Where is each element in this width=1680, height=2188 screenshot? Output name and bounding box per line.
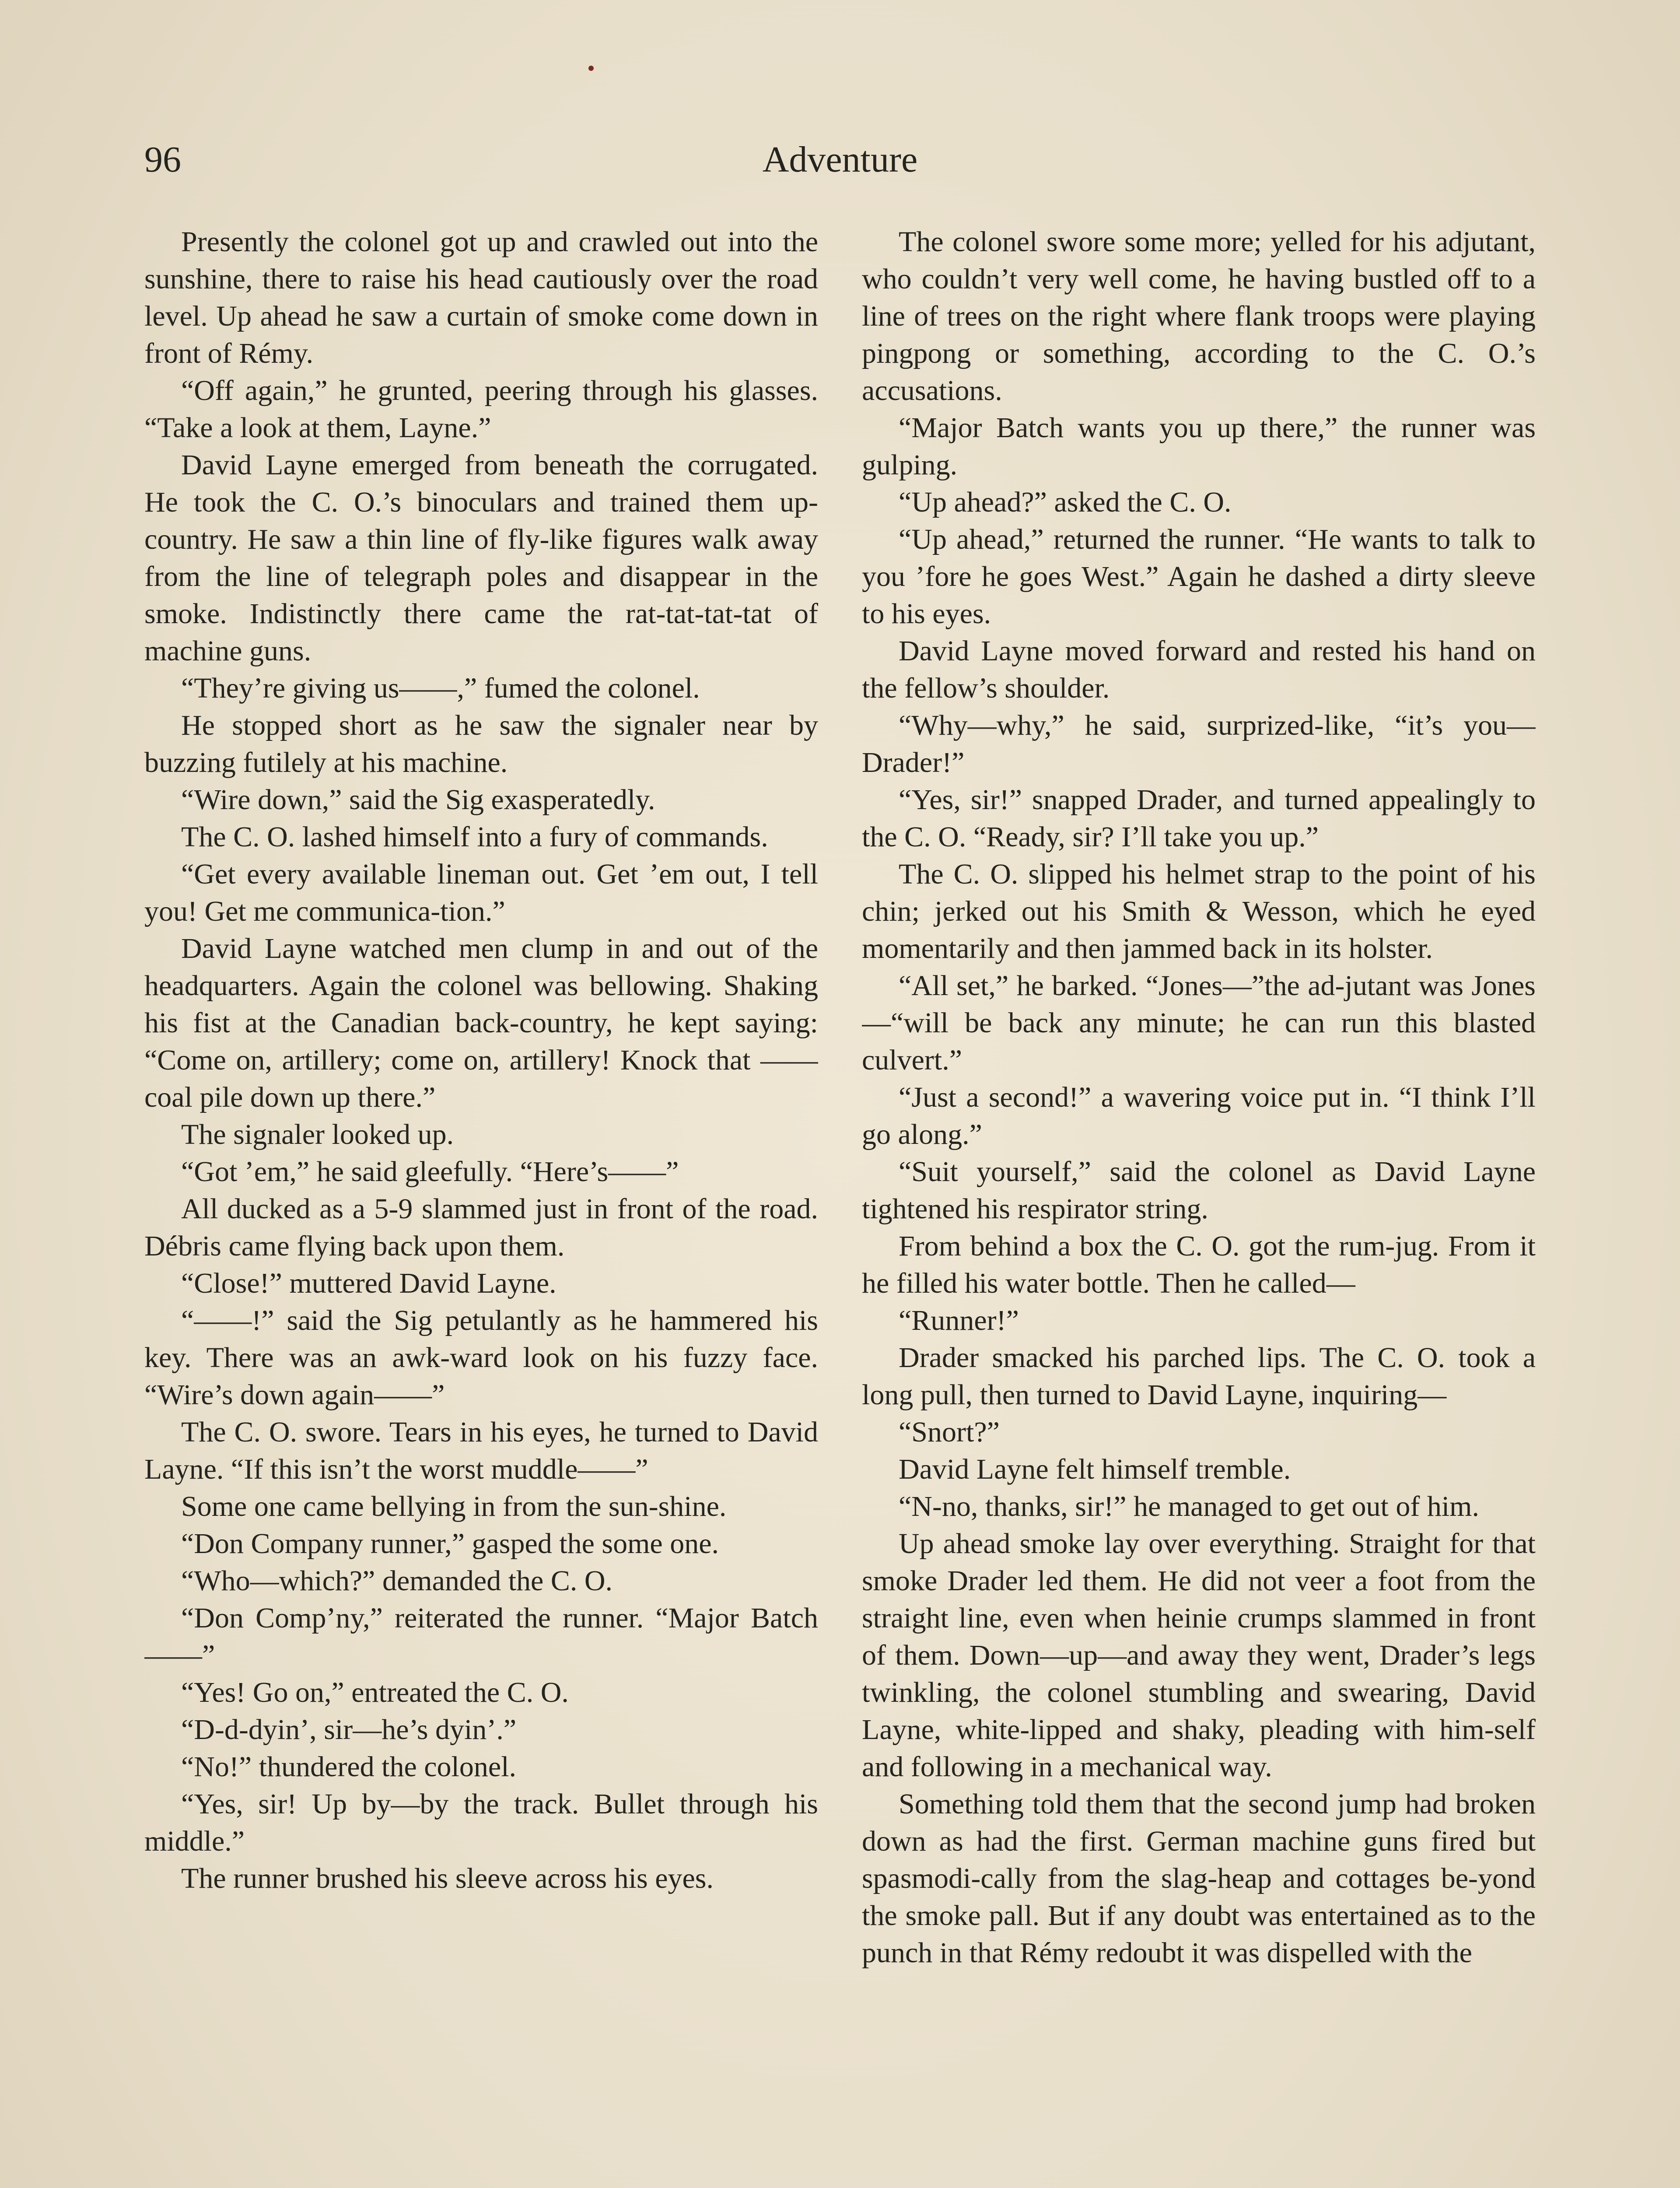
paragraph: “Up ahead,” returned the runner. “He wants to talk to you ’fore he goes West.” Again he dashed a dirty sleeve to his eyes.: [862, 523, 1536, 630]
paragraph: “Yes! Go on,” entreated the C. O.: [181, 1676, 569, 1708]
paragraph: “Get every available lineman out. Get ’em out, I tell you! Get me communica-tion.”: [144, 858, 818, 927]
paragraph: “They’re giving us——,” fumed the colonel.: [181, 672, 700, 704]
paragraph: “No!” thundered the colonel.: [181, 1751, 517, 1783]
paragraph: Presently the colonel got up and crawled out into the sunshine, there to raise his head cautiously over the road level. Up ahead he saw a curtain of smoke come down in front of Rémy.: [144, 226, 818, 369]
paragraph: The C. O. swore. Tears in his eyes, he turned to David Layne. “If this isn’t the worst muddle——”: [144, 1416, 818, 1485]
paragraph: “Yes, sir!” snapped Drader, and turned appealingly to the C. O. “Ready, sir? I’ll take you up.”: [862, 784, 1536, 853]
paragraph: Drader smacked his parched lips. The C. O. took a long pull, then turned to David Layne, inquiring—: [862, 1342, 1536, 1411]
right-column: [862, 223, 1536, 2188]
paragraph: “Got ’em,” he said gleefully. “Here’s——”: [181, 1156, 679, 1188]
left-column: [144, 223, 818, 2188]
paragraph: “Up ahead?” asked the C. O.: [899, 486, 1232, 518]
page-number: 96: [144, 139, 181, 180]
paragraph: “Who—which?” demanded the C. O.: [181, 1565, 613, 1597]
paragraph: “Why—why,” he said, surprized-like, “it’s you—Drader!”: [862, 709, 1536, 778]
page-header: [144, 131, 1536, 188]
paragraph: “N-no, thanks, sir!” he managed to get out of him.: [899, 1490, 1479, 1522]
paragraph: “——!” said the Sig petulantly as he hammered his key. There was an awk-ward look on his fuzzy face. “Wire’s down again——”: [144, 1304, 818, 1411]
paragraph: The signaler looked up.: [181, 1119, 454, 1150]
paragraph: From behind a box the C. O. got the rum-jug. From it he filled his water bottle. Then he called—: [862, 1230, 1536, 1299]
paragraph: David Layne emerged from beneath the corrugated. He took the C. O.’s binoculars and trained them up-country. He saw a thin line of fly-like figures walk away from the line of telegraph poles and disappear in the smoke. Indistinctly there came the rat-tat-tat-tat of machine guns.: [144, 449, 818, 667]
paragraph: Up ahead smoke lay over everything. Straight for that smoke Drader led them. He did not veer a foot from the straight line, even when heinie crumps slammed in front of them. Down—up—and away they went, Drader’s legs twinkling, the colonel stumbling and swearing, David Layne, white-lipped and shaky, pleading with him-self and following in a mechanical way.: [862, 1528, 1536, 1783]
paragraph: “All set,” he barked. “Jones—”the ad-jutant was Jones—“will be back any minute; he can run this blasted culvert.”: [862, 970, 1536, 1076]
paragraph: The runner brushed his sleeve across his eyes.: [181, 1862, 714, 1894]
paragraph: He stopped short as he saw the signaler near by buzzing futilely at his machine.: [144, 709, 818, 778]
paragraph: “Off again,” he grunted, peering through his glasses. “Take a look at them, Layne.”: [144, 375, 818, 444]
paragraph: The C. O. lashed himself into a fury of commands.: [181, 821, 768, 853]
paragraph: “Don Comp’ny,” reiterated the runner. “Major Batch——”: [144, 1602, 818, 1671]
paragraph: “Runner!”: [899, 1304, 1019, 1336]
paragraph: “Yes, sir! Up by—by the track. Bullet through his middle.”: [144, 1788, 818, 1857]
paragraph: “D-d-dyin’, sir—he’s dyin’.”: [181, 1714, 517, 1746]
paragraph: “Wire down,” said the Sig exasperatedly.: [181, 784, 655, 816]
paragraph: “Close!” muttered David Layne.: [181, 1267, 556, 1299]
paragraph: David Layne watched men clump in and out of the headquarters. Again the colonel was bellowing. Shaking his fist at the Canadian back-country, he kept saying: “Come on, artillery; come on, artillery! Knock that —— coal pile down up there.”: [144, 933, 818, 1113]
paragraph: “Snort?”: [899, 1416, 1000, 1448]
paragraph: All ducked as a 5-9 slammed just in front of the road. Débris came flying back upon them.: [144, 1193, 818, 1262]
print-speck: [588, 66, 594, 71]
paragraph: The colonel swore some more; yelled for his adjutant, who couldn’t very well come, he having bustled off to a line of trees on the right where flank troops were playing pingpong or something, according to the C. O.’s accusations.: [862, 226, 1536, 407]
paragraph: “Don Company runner,” gasped the some one.: [181, 1528, 719, 1560]
paragraph: “Major Batch wants you up there,” the runner was gulping.: [862, 412, 1536, 481]
paragraph: Something told them that the second jump had broken down as had the first. German machine guns fired but spasmodi-cally from the slag-heap and cottages be-yond the smoke pall. But if any doubt was entertained as to the punch in that Rémy redoubt it was dispelled with the: [862, 1788, 1536, 1969]
paragraph: Some one came bellying in from the sun-shine.: [181, 1490, 727, 1522]
paragraph: The C. O. slipped his helmet strap to the point of his chin; jerked out his Smith & Wesson, which he eyed momentarily and then jammed back in its holster.: [862, 858, 1536, 964]
paragraph: “Just a second!” a wavering voice put in. “I think I’ll go along.”: [862, 1081, 1536, 1150]
paragraph: David Layne moved forward and rested his hand on the fellow’s shoulder.: [862, 635, 1536, 704]
paragraph: “Suit yourself,” said the colonel as David Layne tightened his respirator string.: [862, 1156, 1536, 1225]
paragraph: David Layne felt himself tremble.: [899, 1453, 1291, 1485]
running-title: Adventure: [762, 139, 918, 180]
